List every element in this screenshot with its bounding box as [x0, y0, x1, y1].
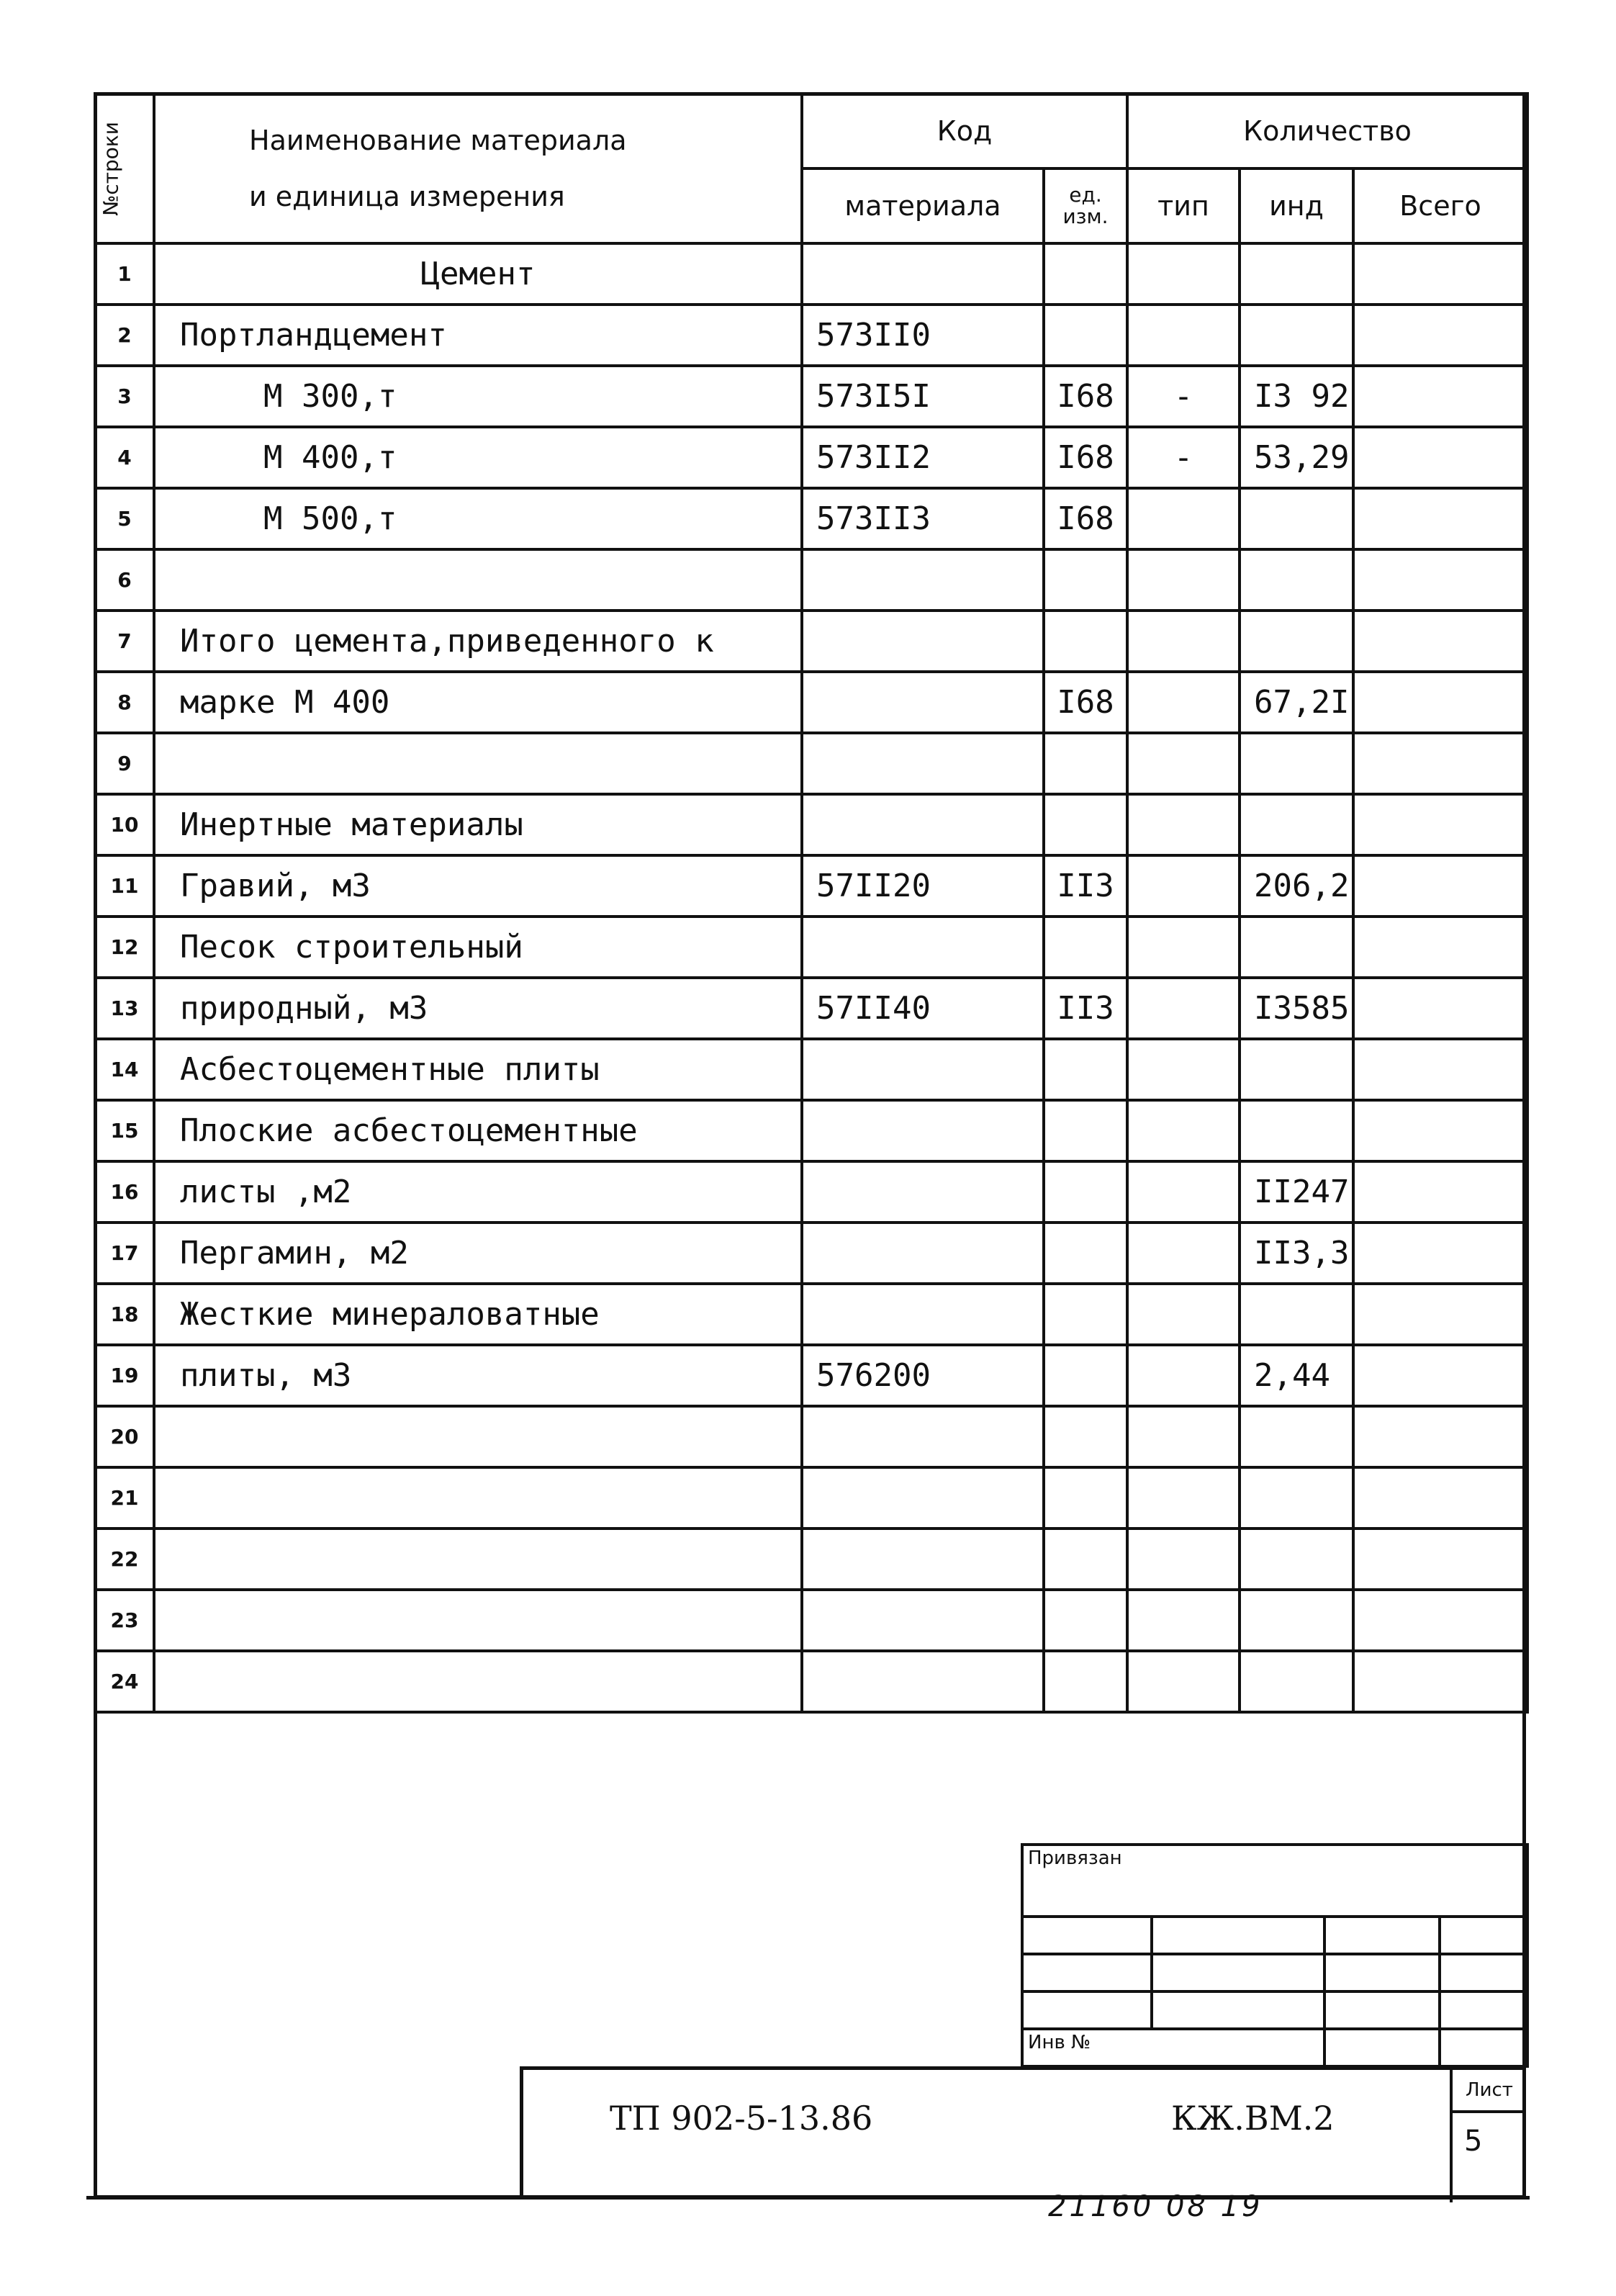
row-number: 15 [95, 1100, 154, 1161]
unit-code: I68 [1044, 366, 1127, 427]
row-number: 23 [95, 1590, 154, 1651]
material-code: 573I5I [802, 366, 1044, 427]
material-name: Песок строительный [154, 917, 802, 978]
qty-ind: 53,29 [1240, 427, 1353, 488]
stamp-cell [1440, 1991, 1527, 2029]
row-number: 18 [95, 1284, 154, 1345]
qty-ind: 67,2I [1240, 672, 1353, 733]
code-group-header: Код [802, 94, 1127, 168]
inventory-label: Инв № [1022, 2029, 1324, 2066]
stamp-cell [1324, 1954, 1440, 1991]
material-code: 576200 [802, 1345, 1044, 1406]
material-name: Портландцемент [154, 305, 802, 366]
row-number: 10 [95, 794, 154, 855]
row-number: 7 [95, 611, 154, 672]
sheet-number-box [1450, 2070, 1526, 2202]
row-number: 3 [95, 366, 154, 427]
row-number: 1 [95, 243, 154, 305]
row-number: 14 [95, 1039, 154, 1100]
stamp-cell [1440, 1954, 1527, 1991]
row-number: 20 [95, 1406, 154, 1467]
qty-total-header: Всего [1353, 168, 1527, 243]
material-name: Жесткие минераловатные [154, 1284, 802, 1345]
stamp-cell [1440, 1917, 1527, 1954]
qty-ind-header: инд [1240, 168, 1353, 243]
qty-ind: 2,44 [1240, 1345, 1353, 1406]
qty-type-header: тип [1127, 168, 1240, 243]
material-name: Гравий, м3 [154, 855, 802, 917]
stamp-cell [1152, 1917, 1324, 1954]
row-number: 13 [95, 978, 154, 1039]
stamp-cell [1440, 2029, 1527, 2066]
qty-ind: I3 92 [1240, 366, 1353, 427]
qty-type: - [1127, 427, 1240, 488]
sheet-label: Лист [1453, 2070, 1526, 2113]
handwritten-number: 21160 08 19 [1048, 2190, 1263, 2223]
row-number: 8 [95, 672, 154, 733]
row-number-header: №строки [95, 94, 154, 243]
code-material-header: материала [802, 168, 1044, 243]
row-number: 16 [95, 1161, 154, 1223]
material-name: Плоские асбестоцементные [154, 1100, 802, 1161]
material-name: Пергамин, м2 [154, 1223, 802, 1284]
code-unit-header: ед. изм. [1044, 168, 1127, 243]
stamp-cell [1022, 1917, 1152, 1954]
material-name: Итого цемента,приведенного к [154, 611, 802, 672]
material-name: М 300,т [154, 366, 802, 427]
material-code: 57II40 [802, 978, 1044, 1039]
sheet-mark: КЖ.ВМ.2 [1171, 2099, 1335, 2138]
material-name: Цемент [154, 243, 802, 305]
stamp-cell [1324, 2029, 1440, 2066]
row-number: 9 [95, 733, 154, 794]
material-name: листы ,м2 [154, 1161, 802, 1223]
stamp-cell [1022, 1954, 1152, 1991]
row-number: 17 [95, 1223, 154, 1284]
qty-type: - [1127, 366, 1240, 427]
material-name: М 400,т [154, 427, 802, 488]
material-name: природный, м3 [154, 978, 802, 1039]
row-number: 19 [95, 1345, 154, 1406]
row-number: 12 [95, 917, 154, 978]
qty-ind: 206,2 [1240, 855, 1353, 917]
qty-ind: I3585 [1240, 978, 1353, 1039]
row-number: 5 [95, 488, 154, 549]
project-code: ТП 902-5-13.86 [610, 2099, 873, 2138]
row-number: 4 [95, 427, 154, 488]
material-name: марке М 400 [154, 672, 802, 733]
material-name: плиты, м3 [154, 1345, 802, 1406]
material-name-header-line1: Наименование материала [249, 125, 627, 156]
row-number: 21 [95, 1467, 154, 1529]
unit-code: I68 [1044, 427, 1127, 488]
unit-code: II3 [1044, 978, 1127, 1039]
sheet-number: 5 [1464, 2125, 1483, 2158]
approval-stamp [1021, 1843, 1529, 2068]
title-block [520, 2066, 1526, 2199]
row-number: 22 [95, 1529, 154, 1590]
material-code: 57II20 [802, 855, 1044, 917]
qty-ind: II3,3 [1240, 1223, 1353, 1284]
material-name: Инертные материалы [154, 794, 802, 855]
row-number: 6 [95, 549, 154, 611]
row-number: 2 [95, 305, 154, 366]
qty-ind: II247 [1240, 1161, 1353, 1223]
bottom-rule [86, 2196, 1530, 2200]
stamp-cell [1152, 1954, 1324, 1991]
unit-code: I68 [1044, 672, 1127, 733]
material-name-header-line2: и единица измерения [249, 181, 565, 212]
row-number: 11 [95, 855, 154, 917]
material-code: 573II2 [802, 427, 1044, 488]
material-code: 573II0 [802, 305, 1044, 366]
unit-code: II3 [1044, 855, 1127, 917]
quantity-group-header: Количество [1127, 94, 1527, 168]
stamp-cell [1022, 1991, 1152, 2029]
bound-label: Привязан [1022, 1845, 1527, 1917]
stamp-cell [1324, 1991, 1440, 2029]
stamp-cell [1324, 1917, 1440, 1954]
unit-code: I68 [1044, 488, 1127, 549]
material-code: 573II3 [802, 488, 1044, 549]
material-name: М 500,т [154, 488, 802, 549]
stamp-cell [1152, 1991, 1324, 2029]
material-name: Асбестоцементные плиты [154, 1039, 802, 1100]
row-number: 24 [95, 1651, 154, 1712]
